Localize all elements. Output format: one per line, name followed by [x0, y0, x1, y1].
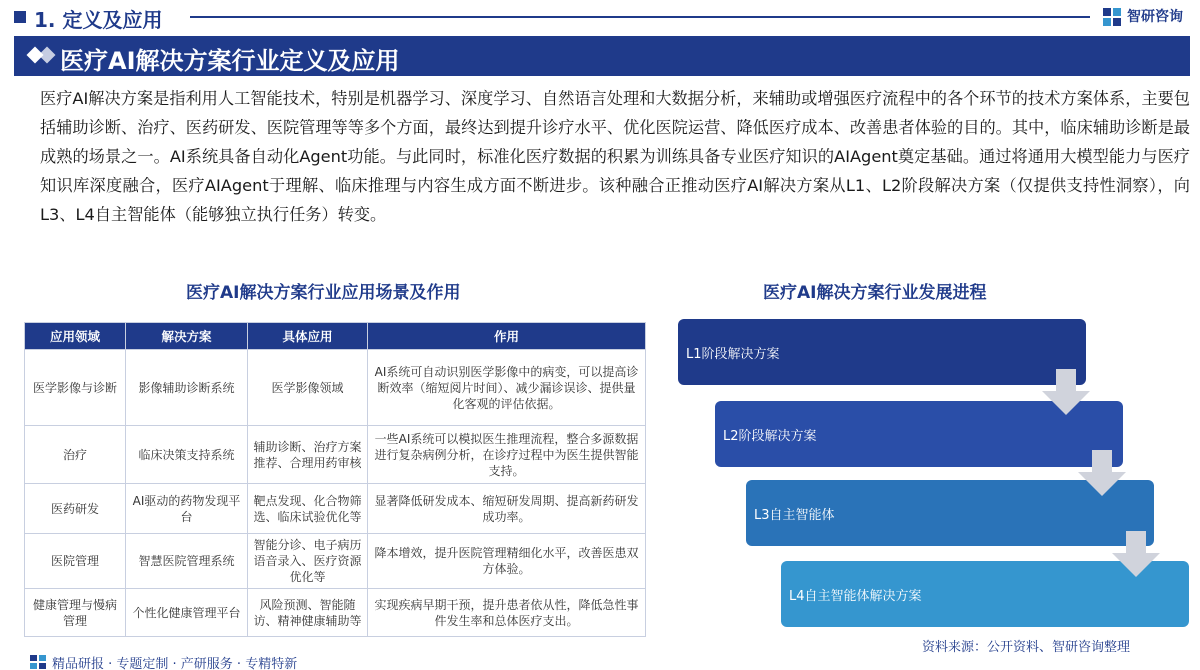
- stage-l4: L4自主智能体解决方案: [781, 561, 1189, 627]
- table-cell: 辅助诊断、治疗方案推荐、合理用药审核: [248, 426, 368, 484]
- brand-logo-icon: [30, 655, 46, 669]
- table-cell: 一些AI系统可以模拟医生推理流程，整合多源数据进行复杂病例分析，在诊疗过程中为医生提供智能支持。: [368, 426, 646, 484]
- table-cell: 风险预测、智能随访、精神健康辅助等: [248, 589, 368, 637]
- table-cell: 临床决策支持系统: [126, 426, 248, 484]
- table-header-cell: 解决方案: [126, 323, 248, 350]
- progress-heading: 医疗AI解决方案行业发展进程: [763, 283, 987, 303]
- table-cell: 医院管理: [25, 534, 126, 589]
- bottom-bar: [0, 652, 1200, 670]
- table-cell: 智能分诊、电子病历语音录入、医疗资源优化等: [248, 534, 368, 589]
- table-cell: 个性化健康管理平台: [126, 589, 248, 637]
- table-row: [25, 484, 646, 534]
- intro-paragraph: 医疗AI解决方案是指利用人工智能技术，特别是机器学习、深度学习、自然语言处理和大数据分析，来辅助或增强医疗流程中的各个环节的技术方案体系，主要包括辅助诊断、治疗、医药研发、医院管理等等多个方面，最终达到提升诊疗水平、优化医院运营、降低医疗成本、改善患者体验的目的。其中，临床辅助诊断是最成熟的场景之一。AI系统具备自动化Agent功能。与此同时，标准化医疗数据的积累为训练具备专业医疗知识的AIAgent奠定基础。通过将通用大模型能力与医疗知识库深度融合，医疗AIAgent于理解、临床推理与内容生成方面不断进步。该种融合正推动医疗AI解决方案从L1、L2阶段解决方案（仅提供支持性洞察），向L3、L4自主智能体（能够独立执行任务）转变。: [40, 89, 1190, 224]
- table-header-row: [25, 323, 646, 350]
- table-header-cell: 作用: [368, 323, 646, 350]
- section-title: 1. 定义及应用: [34, 8, 163, 32]
- down-arrow-icon: [1042, 369, 1090, 415]
- table-cell: 降本增效，提升医院管理精细化水平，改善医患双方体验。: [368, 534, 646, 589]
- footer-tagline: 精品研报 · 专题定制 · 产研服务 · 专精特新: [52, 657, 298, 670]
- table-cell: 实现疾病早期干预，提升患者依从性，降低急性事件发生率和总体医疗支出。: [368, 589, 646, 637]
- brand-logo-icon: [1103, 8, 1123, 26]
- table-cell: 医学影像领域: [248, 350, 368, 426]
- source-note: 资料来源：公开资料、智研咨询整理: [922, 640, 1131, 655]
- section-marker: [14, 11, 26, 23]
- table-cell: 医药研发: [25, 484, 126, 534]
- table-header-cell: 应用领域: [25, 323, 126, 350]
- top-bar: [0, 0, 1200, 34]
- table-cell: 治疗: [25, 426, 126, 484]
- table-row: [25, 589, 646, 637]
- table-cell: AI驱动的药物发现平台: [126, 484, 248, 534]
- brand-name: 智研咨询: [1127, 9, 1183, 25]
- table-cell: AI系统可自动识别医学影像中的病变，可以提高诊断效率（缩短阅片时间）、减少漏诊误诊、提供量化客观的评估依据。: [368, 350, 646, 426]
- table-row: [25, 350, 646, 426]
- diamond-icon: [39, 47, 56, 64]
- down-arrow-icon: [1112, 531, 1160, 577]
- table-header-cell: 具体应用: [248, 323, 368, 350]
- stage-l1: L1阶段解决方案: [678, 319, 1086, 385]
- table-row: [25, 534, 646, 589]
- table-cell: 医学影像与诊断: [25, 350, 126, 426]
- page-title: 医疗AI解决方案行业定义及应用: [60, 47, 400, 75]
- stage-l2: L2阶段解决方案: [715, 401, 1123, 467]
- title-banner: [14, 36, 1190, 76]
- application-table: [24, 322, 646, 637]
- stage-l3: L3自主智能体: [746, 480, 1154, 546]
- table-cell: 靶点发现、化合物筛选、临床试验优化等: [248, 484, 368, 534]
- table-cell: 影像辅助诊断系统: [126, 350, 248, 426]
- table-cell: 智慧医院管理系统: [126, 534, 248, 589]
- table-row: [25, 426, 646, 484]
- table-cell: 显著降低研发成本、缩短研发周期、提高新药研发成功率。: [368, 484, 646, 534]
- table-cell: 健康管理与慢病管理: [25, 589, 126, 637]
- header-rule: [190, 16, 1090, 18]
- down-arrow-icon: [1078, 450, 1126, 496]
- table-heading: 医疗AI解决方案行业应用场景及作用: [186, 283, 461, 303]
